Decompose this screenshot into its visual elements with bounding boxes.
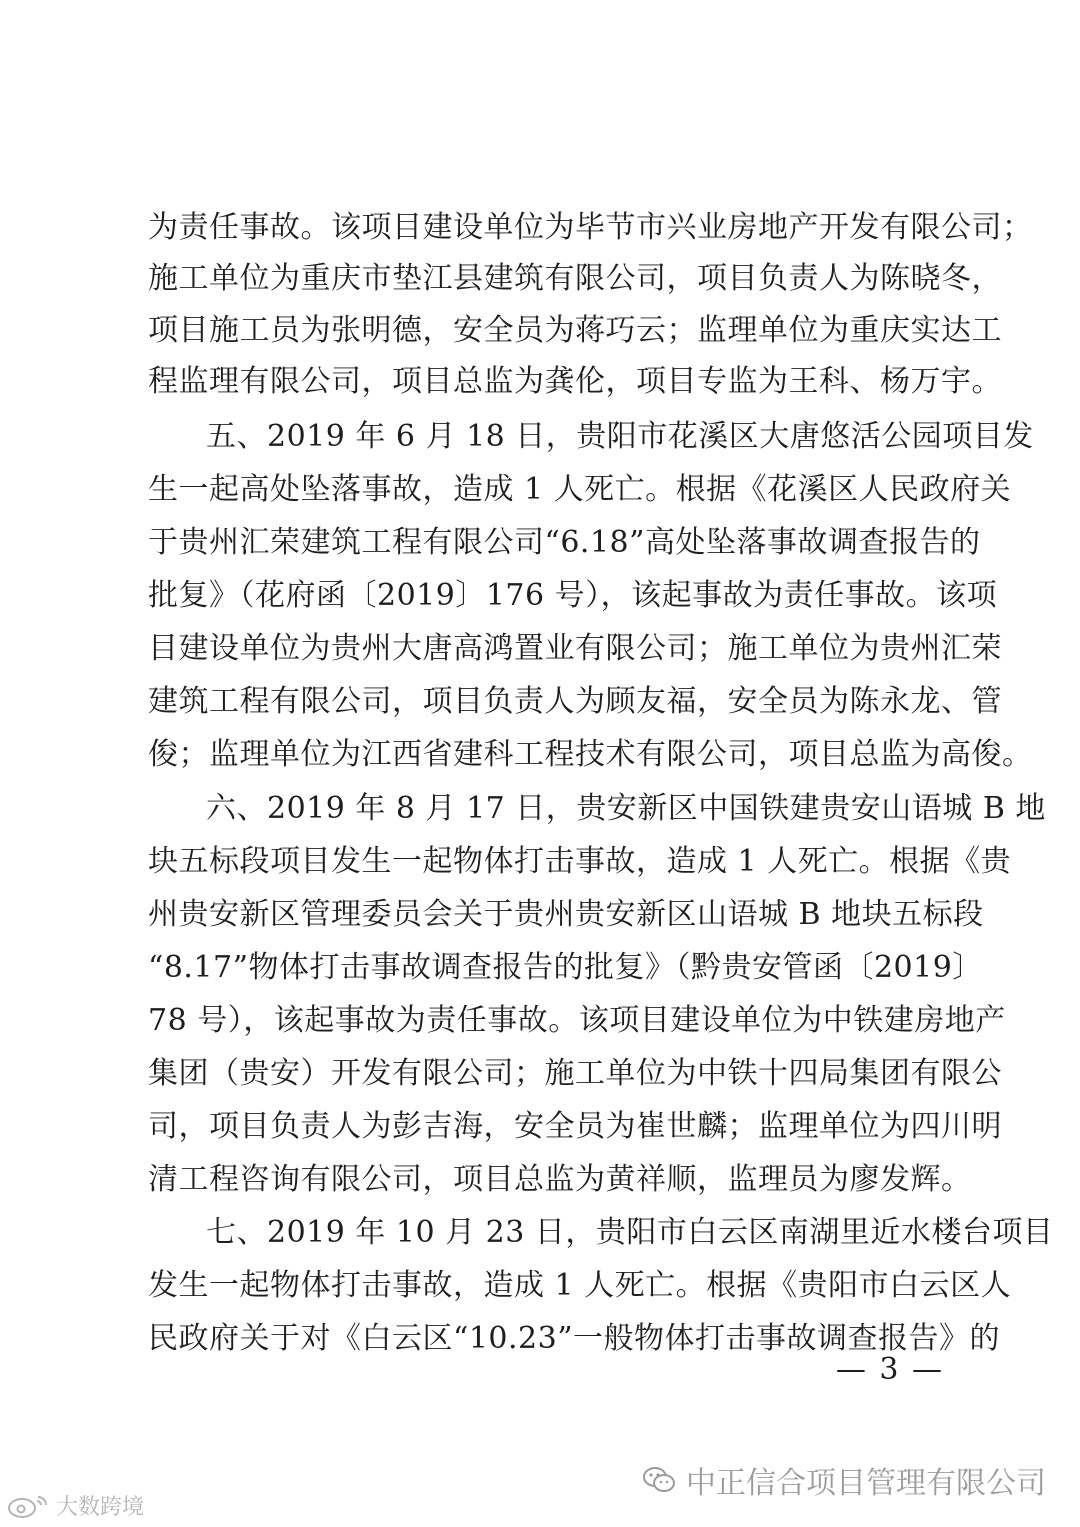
text-line-8: 批复》（花府函〔2019〕176 号），该起事故为责任事故。该项 — [148, 578, 998, 613]
watermark-weibo — [6, 1490, 144, 1521]
weibo-icon — [6, 1493, 50, 1519]
text-line-5: 五、2019 年 6 月 18 日，贵阳市花溪区大唐悠活公园项目发 — [206, 419, 1034, 454]
text-line-22: 民政府关于对《白云区“10.23”一般物体打击事故调查报告》的 — [148, 1321, 1001, 1356]
text-line-4: 程监理有限公司，项目总监为龚伦，项目专监为王科、杨万宇。 — [148, 364, 1002, 399]
text-line-9: 目建设单位为贵州大唐高鸿置业有限公司；施工单位为贵州汇荣 — [148, 631, 1002, 666]
text-line-16: 78 号），该起事故为责任事故。该项目建设单位为中铁建房地产 — [148, 1003, 1006, 1038]
watermark-left-text: 大数跨境 — [56, 1495, 145, 1520]
text-line-18: 司，项目负责人为彭吉海，安全员为崔世麟；监理单位为四川明 — [148, 1109, 1002, 1144]
page-number: — 3 — — [835, 1352, 944, 1387]
text-line-20: 七、2019 年 10 月 23 日，贵阳市白云区南湖里近水楼台项目 — [206, 1215, 1054, 1250]
watermark-wechat — [642, 1458, 1046, 1502]
text-line-17: 集团（贵安）开发有限公司；施工单位为中铁十四局集团有限公 — [148, 1056, 1002, 1091]
text-line-1: 为责任事故。该项目建设单位为毕节市兴业房地产开发有限公司； — [148, 210, 1033, 245]
text-line-14: 州贵安新区管理委员会关于贵州贵安新区山语城 B 地块五标段 — [148, 897, 984, 932]
wechat-icon — [642, 1465, 676, 1495]
watermark-right-text: 中正信合项目管理有限公司 — [686, 1466, 1046, 1501]
text-line-21: 发生一起物体打击事故，造成 1 人死亡。根据《贵阳市白云区人 — [148, 1268, 1012, 1303]
text-line-13: 块五标段项目发生一起物体打击事故，造成 1 人死亡。根据《贵 — [148, 844, 1012, 879]
text-line-15: “8.17”物体打击事故调查报告的批复》（黔贵安管函〔2019〕 — [148, 950, 983, 985]
text-line-2: 施工单位为重庆市垫江县建筑有限公司，项目负责人为陈晓冬， — [148, 261, 1002, 296]
text-line-3: 项目施工员为张明德，安全员为蒋巧云；监理单位为重庆实达工 — [148, 313, 1002, 348]
text-line-19: 清工程咨询有限公司，项目总监为黄祥顺，监理员为廖发辉。 — [148, 1162, 972, 1197]
text-line-7: 于贵州汇荣建筑工程有限公司“6.18”高处坠落事故调查报告的 — [148, 525, 981, 560]
text-line-11: 俊；监理单位为江西省建科工程技术有限公司，项目总监为高俊。 — [148, 737, 1033, 772]
text-line-10: 建筑工程有限公司，项目负责人为顾友福，安全员为陈永龙、管 — [148, 684, 1002, 719]
text-line-6: 生一起高处坠落事故，造成 1 人死亡。根据《花溪区人民政府关 — [148, 472, 1012, 507]
text-line-12: 六、2019 年 8 月 17 日，贵安新区中国铁建贵安山语城 B 地 — [206, 791, 1046, 826]
